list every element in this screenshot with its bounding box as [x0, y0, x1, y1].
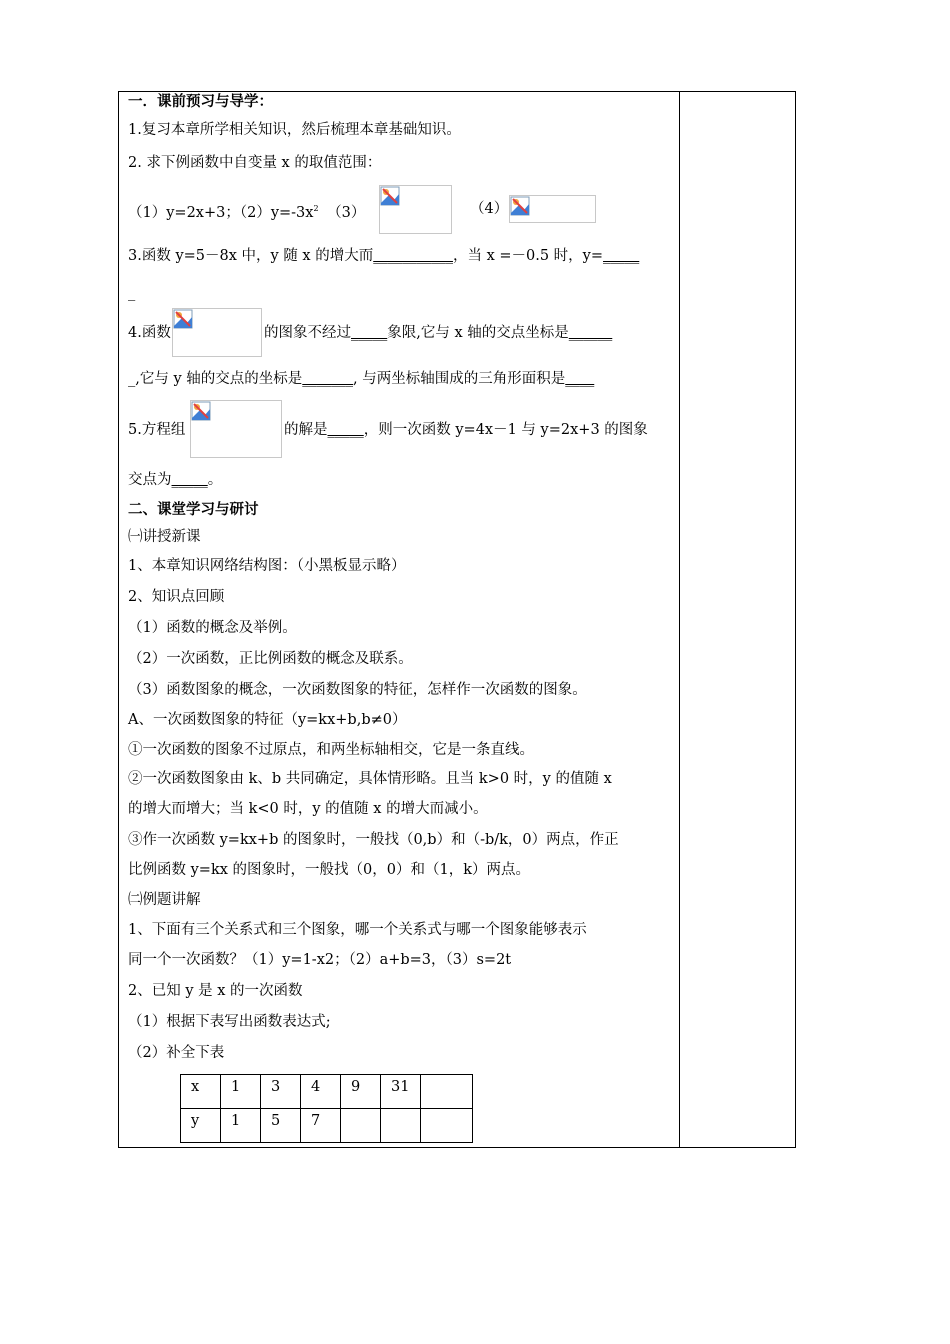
- text-line: （1）根据下表写出函数表达式;: [128, 1014, 331, 1030]
- superscript: 2: [313, 204, 319, 213]
- text-segment: （1）y=2x+3；（2）y=-3x: [128, 204, 314, 221]
- text-line: ③作一次函数 y=kx+b 的图象时，一般找（0,b）和（-b/k，0）两点，作正: [128, 832, 619, 848]
- table-cell: 1: [221, 1109, 261, 1143]
- formula-image-placeholder: [190, 400, 282, 458]
- text-segment: （3）: [327, 204, 366, 221]
- table-cell: 1: [221, 1075, 261, 1109]
- text-line: 1.复习本章所学相关知识，然后梳理本章基础知识。: [128, 122, 461, 138]
- table-cell: 3: [261, 1075, 301, 1109]
- table-row: [181, 1109, 473, 1143]
- table-row: [181, 1075, 473, 1109]
- text-segment: ，则一次函数 y=4x－1 与 y=2x+3 的图象: [363, 422, 648, 438]
- table-cell: [421, 1109, 473, 1143]
- table-cell: [381, 1109, 421, 1143]
- table-cell: [341, 1109, 381, 1143]
- answer-blank: _____: [603, 248, 640, 264]
- text-segment: 。: [207, 472, 223, 488]
- text-line: 2、知识点回顾: [128, 589, 225, 605]
- broken-image-icon: [191, 401, 211, 421]
- text-line: 同一个一次函数？（1）y=1-x2；（2）a+b=3，（3）s=2t: [128, 952, 512, 968]
- answer-blank: ____: [565, 371, 595, 387]
- right-column-divider: [679, 91, 680, 1148]
- text-segment: 的图象不经过: [264, 325, 351, 341]
- broken-image-icon: [510, 196, 530, 216]
- answer-blank: ___________: [373, 248, 453, 264]
- table-cell: 9: [341, 1075, 381, 1109]
- text-line: [284, 420, 648, 440]
- text-line: （2）一次函数，正比例函数的概念及联系。: [128, 651, 413, 667]
- xy-value-table: [180, 1074, 473, 1143]
- text-segment: 5.方程组: [128, 422, 186, 438]
- text-line: 1、下面有三个关系式和三个图象，哪一个关系式与哪一个图象能够表示: [128, 922, 587, 938]
- text-line: [264, 323, 612, 343]
- section-1-heading: 一．课前预习与导学：: [128, 93, 273, 110]
- text-line: （1）函数的概念及举例。: [128, 620, 297, 636]
- text-line: ㈠讲授新课: [128, 529, 201, 545]
- table-cell: 31: [381, 1075, 421, 1109]
- text-line: 2、已知 y 是 x 的一次函数: [128, 983, 303, 999]
- text-segment: 交点为: [128, 472, 172, 488]
- text-line: 2. 求下例函数中自变量 x 的取值范围：: [128, 155, 382, 171]
- text-segment: , 与两坐标轴围成的三角形面积是: [353, 371, 566, 387]
- text-segment: （4）: [470, 201, 509, 217]
- text-line: （3）函数图象的概念，一次函数图象的特征，怎样作一次函数的图象。: [128, 682, 587, 698]
- formula-image-placeholder: [509, 195, 596, 223]
- table-cell: 5: [261, 1109, 301, 1143]
- answer-blank: _____: [327, 422, 364, 438]
- text-segment: ，当 x =－0.5 时，y=: [452, 248, 604, 264]
- answer-blank: _____: [171, 472, 208, 488]
- table-cell: x: [181, 1075, 221, 1109]
- table-cell: y: [181, 1109, 221, 1143]
- text-line: 1、本章知识网络结构图：（小黑板显示略）: [128, 558, 406, 574]
- text-segment: 4.函数: [128, 325, 171, 341]
- text-line: [128, 246, 639, 266]
- section-2-heading: 二、课堂学习与研讨: [128, 501, 259, 518]
- table-cell: 4: [301, 1075, 341, 1109]
- text-line: ㈡例题讲解: [128, 892, 201, 908]
- formula-image-placeholder: [379, 185, 452, 234]
- text-line: [128, 470, 222, 490]
- text-segment: _,它与 y 轴的交点的坐标是: [128, 371, 303, 387]
- text-line: [128, 369, 594, 389]
- text-segment: 的解是: [284, 422, 328, 438]
- broken-image-icon: [173, 309, 193, 329]
- answer-blank: _______: [302, 371, 354, 387]
- text-line: （2）补全下表: [128, 1045, 225, 1061]
- table-cell: [421, 1075, 473, 1109]
- text-line: A、一次函数图象的特征（y=kx+b,b≠0）: [128, 712, 407, 728]
- text-segment: 象限,它与 x 轴的交点坐标是: [387, 325, 569, 341]
- table-cell: 7: [301, 1109, 341, 1143]
- text-line: 比例函数 y=kx 的图象时，一般找（0，0）和（1，k）两点。: [128, 862, 530, 878]
- text-segment: 3.函数 y=5－8x 中，y 随 x 的增大而: [128, 248, 374, 264]
- text-line: [128, 199, 365, 223]
- broken-image-icon: [380, 186, 400, 206]
- text-line: ①一次函数的图象不过原点，和两坐标轴相交，它是一条直线。: [128, 742, 534, 758]
- text-line: 的增大而增大；当 k<0 时，y 的值随 x 的增大而减小。: [128, 801, 488, 817]
- answer-blank: ______: [568, 325, 613, 341]
- text-line: _: [128, 285, 136, 301]
- text-line: ②一次函数图象由 k、b 共同确定，具体情形略。且当 k>0 时，y 的值随 x: [128, 771, 612, 787]
- formula-image-placeholder: [172, 308, 262, 357]
- answer-blank: _____: [351, 325, 388, 341]
